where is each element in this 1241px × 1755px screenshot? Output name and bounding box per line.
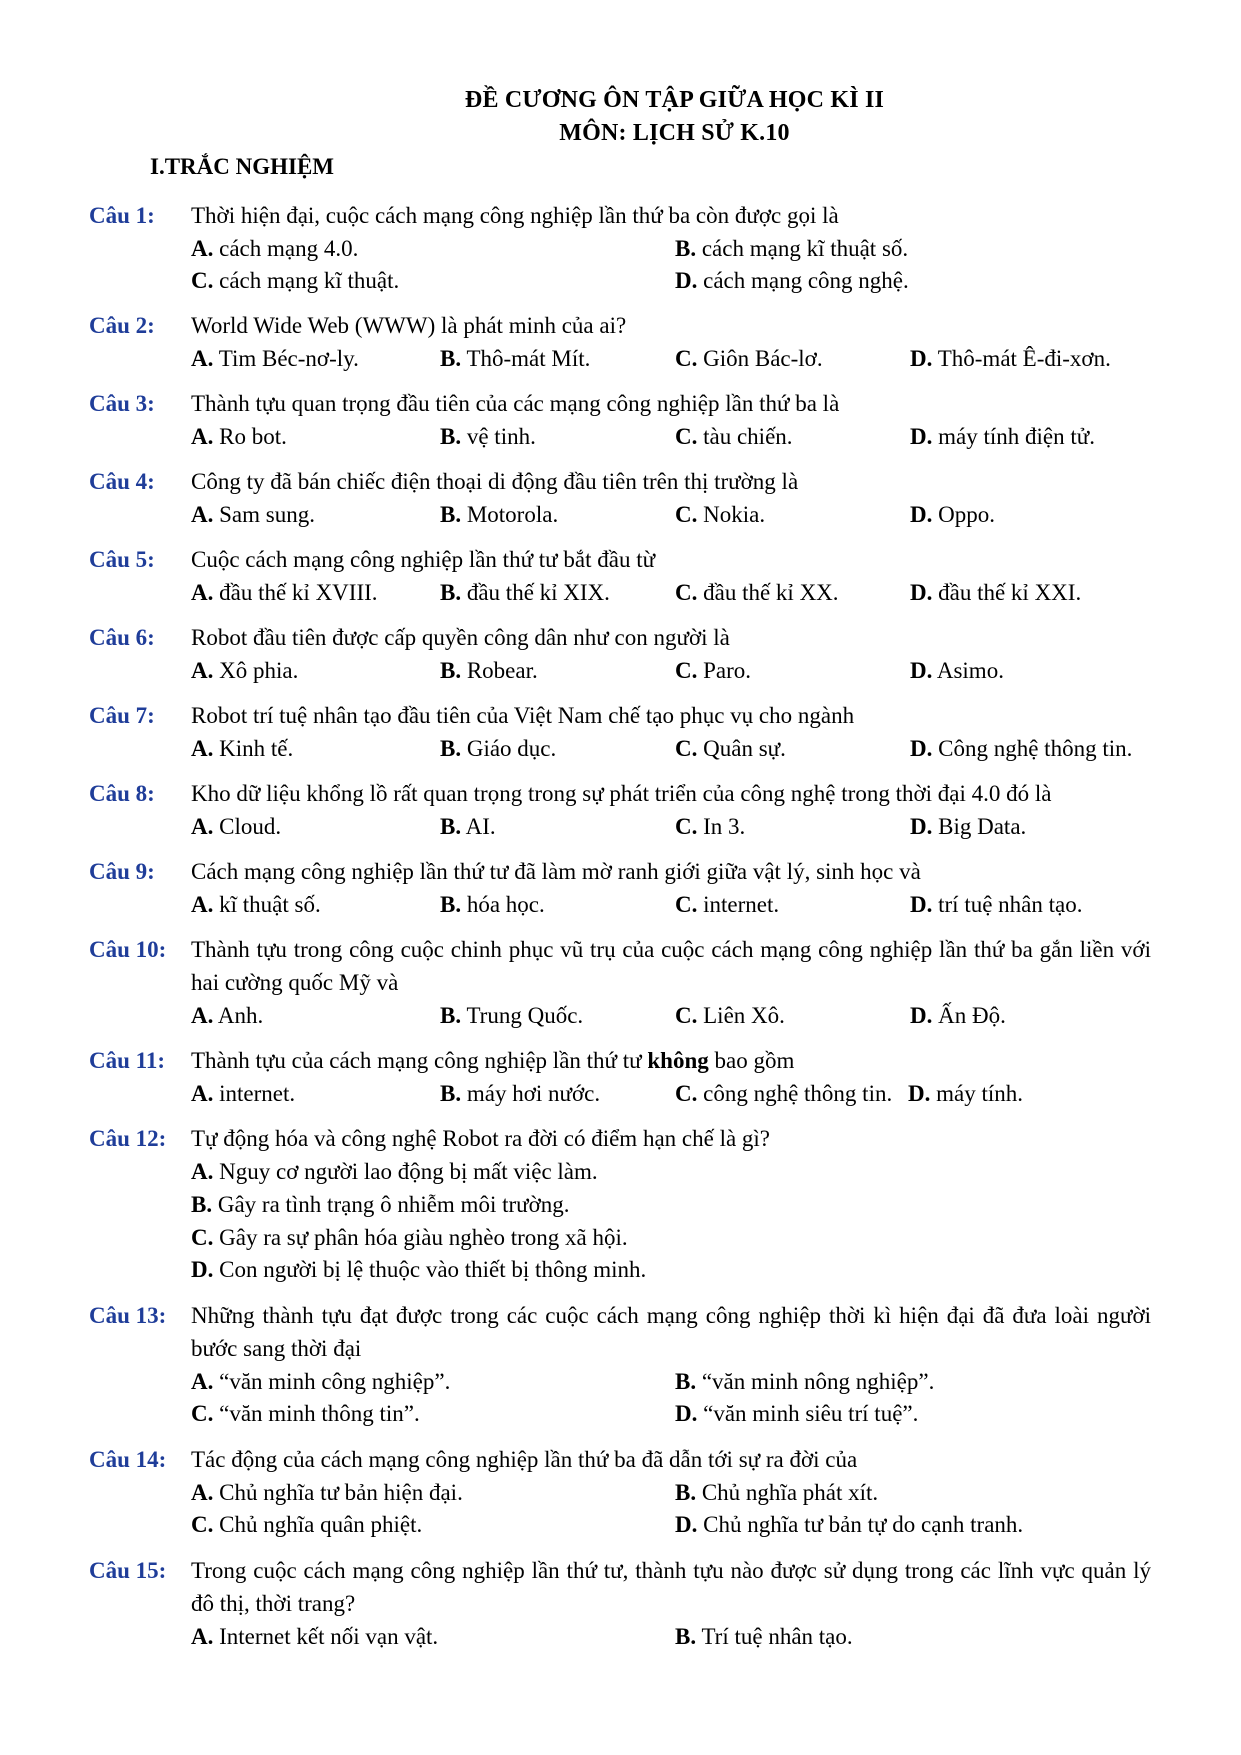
option-c: C. Chủ nghĩa quân phiệt. (191, 1512, 423, 1537)
question-label: Câu 13: (89, 1303, 167, 1328)
option-d: D. Thô-mát Ê-đi-xơn. (910, 346, 1111, 371)
option-b: B. Chủ nghĩa phát xít. (675, 1480, 879, 1505)
question-text: Tự động hóa và công nghệ Robot ra đời có điểm hạn chế là gì? (191, 1126, 771, 1151)
question-text: Kho dữ liệu khổng lồ rất quan trọng trong sự phát triển của công nghệ trong thời đại 4.0 đó là (191, 781, 1052, 806)
question-label: Câu 1: (89, 203, 155, 228)
option-c: C. đầu thế kỉ XX. (675, 580, 839, 605)
option-a: A. Anh. (191, 1003, 264, 1028)
option-a: A. “văn minh công nghiệp”. (191, 1369, 451, 1394)
option-c: C. internet. (675, 892, 780, 917)
option-b: B. đầu thế kỉ XIX. (440, 580, 610, 605)
option-a: A. Internet kết nối vạn vật. (191, 1624, 439, 1649)
option-b: B. vệ tinh. (440, 424, 536, 449)
question-label: Câu 15: (89, 1558, 167, 1583)
option-a: A. Nguy cơ người lao động bị mất việc làm. (191, 1159, 598, 1184)
option-b: B. hóa học. (440, 892, 545, 917)
option-a: A. internet. (191, 1081, 296, 1106)
question-label: Câu 8: (89, 781, 155, 806)
emphasis-text: không (647, 1048, 709, 1073)
question-text: Thành tựu của cách mạng công nghiệp lần thứ tư không bao gồm (191, 1048, 795, 1073)
question-text: World Wide Web (WWW) là phát minh của ai? (191, 313, 627, 338)
question-text: Trong cuộc cách mạng công nghiệp lần thứ tư, thành tựu nào được sử dụng trong các lĩnh vực quản lý đô thị, thời trang? (191, 1558, 1151, 1616)
option-d: D. Asimo. (910, 658, 1004, 683)
option-b: B. máy hơi nước. (440, 1081, 601, 1106)
option-c: C. công nghệ thông tin. (675, 1081, 893, 1106)
question-text: Robot đầu tiên được cấp quyền công dân như con người là (191, 625, 730, 650)
option-c: C. “văn minh thông tin”. (191, 1401, 420, 1426)
question-text: Cuộc cách mạng công nghiệp lần thứ tư bắt đầu từ (191, 547, 656, 572)
option-b: B. Giáo dục. (440, 736, 557, 761)
option-c: C. Gây ra sự phân hóa giàu nghèo trong xã hội. (191, 1225, 628, 1250)
question-label: Câu 12: (89, 1126, 167, 1151)
option-d: D. cách mạng công nghệ. (675, 268, 909, 293)
option-a: A. Chủ nghĩa tư bản hiện đại. (191, 1480, 463, 1505)
option-a: A. Cloud. (191, 814, 282, 839)
question-label: Câu 9: (89, 859, 155, 884)
question-text: Thành tựu trong công cuộc chinh phục vũ trụ của cuộc cách mạng công nghiệp lần thứ ba gắn liền với hai cường quốc Mỹ và (191, 937, 1151, 995)
question-label: Câu 4: (89, 469, 155, 494)
question-text: Thời hiện đại, cuộc cách mạng công nghiệp lần thứ ba còn được gọi là (191, 203, 839, 228)
option-c: C. Paro. (675, 658, 752, 683)
option-a: A. cách mạng 4.0. (191, 236, 359, 261)
option-c: C. In 3. (675, 814, 746, 839)
option-a: A. Tim Béc-nơ-ly. (191, 346, 359, 371)
option-c: C. Quân sự. (675, 736, 786, 761)
document-subject: MÔN: LỊCH SỬ K.10 (559, 120, 790, 146)
question-label: Câu 2: (89, 313, 155, 338)
question-label: Câu 3: (89, 391, 155, 416)
option-d: D. trí tuệ nhân tạo. (910, 892, 1083, 917)
section-heading: I.TRẮC NGHIỆM (150, 154, 335, 179)
question-label: Câu 10: (89, 937, 167, 962)
option-d: D. Oppo. (910, 502, 995, 527)
question-label: Câu 14: (89, 1447, 167, 1472)
option-d: D. Công nghệ thông tin. (910, 736, 1133, 761)
option-a: A. Ro bot. (191, 424, 287, 449)
question-text: Thành tựu quan trọng đầu tiên của các mạng công nghiệp lần thứ ba là (191, 391, 840, 416)
option-d: D. “văn minh siêu trí tuệ”. (675, 1401, 919, 1426)
option-d: D. máy tính. (908, 1081, 1024, 1106)
question-text: Cách mạng công nghiệp lần thứ tư đã làm mờ ranh giới giữa vật lý, sinh học và (191, 859, 921, 884)
option-a: A. Xô phia. (191, 658, 299, 683)
option-d: D. đầu thế kỉ XXI. (910, 580, 1082, 605)
option-c: C. tàu chiến. (675, 424, 793, 449)
question-text: Tác động của cách mạng công nghiệp lần thứ ba đã dẫn tới sự ra đời của (191, 1447, 858, 1472)
question-text: Công ty đã bán chiếc điện thoại di động đầu tiên trên thị trường là (191, 469, 799, 494)
option-b: B. cách mạng kĩ thuật số. (675, 236, 909, 261)
option-d: D. Ấn Độ. (910, 1003, 1006, 1028)
option-d: D. Con người bị lệ thuộc vào thiết bị thông minh. (191, 1257, 647, 1282)
option-b: B. Trí tuệ nhân tạo. (675, 1624, 853, 1649)
question-label: Câu 7: (89, 703, 155, 728)
question-text: Những thành tựu đạt được trong các cuộc cách mạng công nghiệp thời kì hiện đại đã đưa loài người bước sang thời đại (191, 1303, 1151, 1361)
option-c: C. Giôn Bác-lơ. (675, 346, 823, 371)
option-c: C. cách mạng kĩ thuật. (191, 268, 400, 293)
option-d: D. máy tính điện tử. (910, 424, 1095, 449)
option-b: B. Gây ra tình trạng ô nhiễm môi trường. (191, 1192, 570, 1217)
option-a: A. Kinh tế. (191, 736, 294, 761)
option-d: D. Chủ nghĩa tư bản tự do cạnh tranh. (675, 1512, 1024, 1537)
question-label: Câu 11: (89, 1048, 166, 1073)
option-c: C. Liên Xô. (675, 1003, 785, 1028)
option-a: A. kĩ thuật số. (191, 892, 321, 917)
option-c: C. Nokia. (675, 502, 766, 527)
option-a: A. đầu thế kỉ XVIII. (191, 580, 378, 605)
option-b: B. Motorola. (440, 502, 559, 527)
question-label: Câu 6: (89, 625, 155, 650)
option-b: B. “văn minh nông nghiệp”. (675, 1369, 935, 1394)
option-b: B. Thô-mát Mít. (440, 346, 591, 371)
question-text: Robot trí tuệ nhân tạo đầu tiên của Việt Nam chế tạo phục vụ cho ngành (191, 703, 855, 728)
document-title: ĐỀ CƯƠNG ÔN TẬP GIỮA HỌC KÌ II (464, 87, 885, 113)
option-b: B. Trung Quốc. (440, 1003, 584, 1028)
option-b: B. Robear. (440, 658, 538, 683)
option-d: D. Big Data. (910, 814, 1027, 839)
option-a: A. Sam sung. (191, 502, 315, 527)
option-b: B. AI. (440, 814, 496, 839)
question-label: Câu 5: (89, 547, 155, 572)
